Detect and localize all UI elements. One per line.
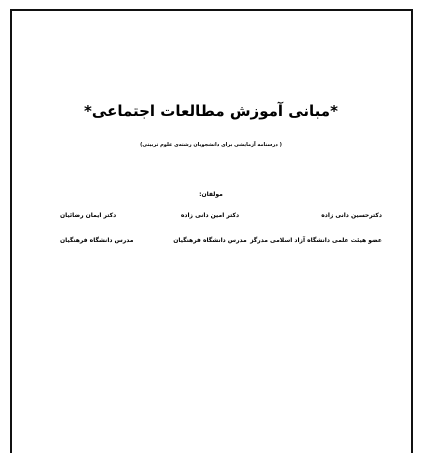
author-3-affiliation: مدرس دانشگاه فرهنگیان xyxy=(60,237,134,244)
page-border xyxy=(10,9,413,453)
author-1-affiliation: عضو هیئت علمی دانشگاه آزاد اسلامی مدرگز xyxy=(250,237,382,244)
author-2-name: دکتر امین دانی زاده xyxy=(180,212,240,219)
author-2-affiliation: مدرس دانشگاه فرهنگیان xyxy=(173,237,247,244)
author-1-name: دکترحسین دانی زاده xyxy=(321,212,382,219)
authors-heading: مولفان: xyxy=(199,191,223,198)
document-title: *مبانی آموزش مطالعات اجتماعی* xyxy=(84,102,338,120)
document-subtitle: ( درسنامه آزمایشی برای دانشجویان رشته‌ی علوم تربیتی) xyxy=(140,142,282,148)
author-3-name: دکتر ایمان رضائیان xyxy=(60,212,117,219)
